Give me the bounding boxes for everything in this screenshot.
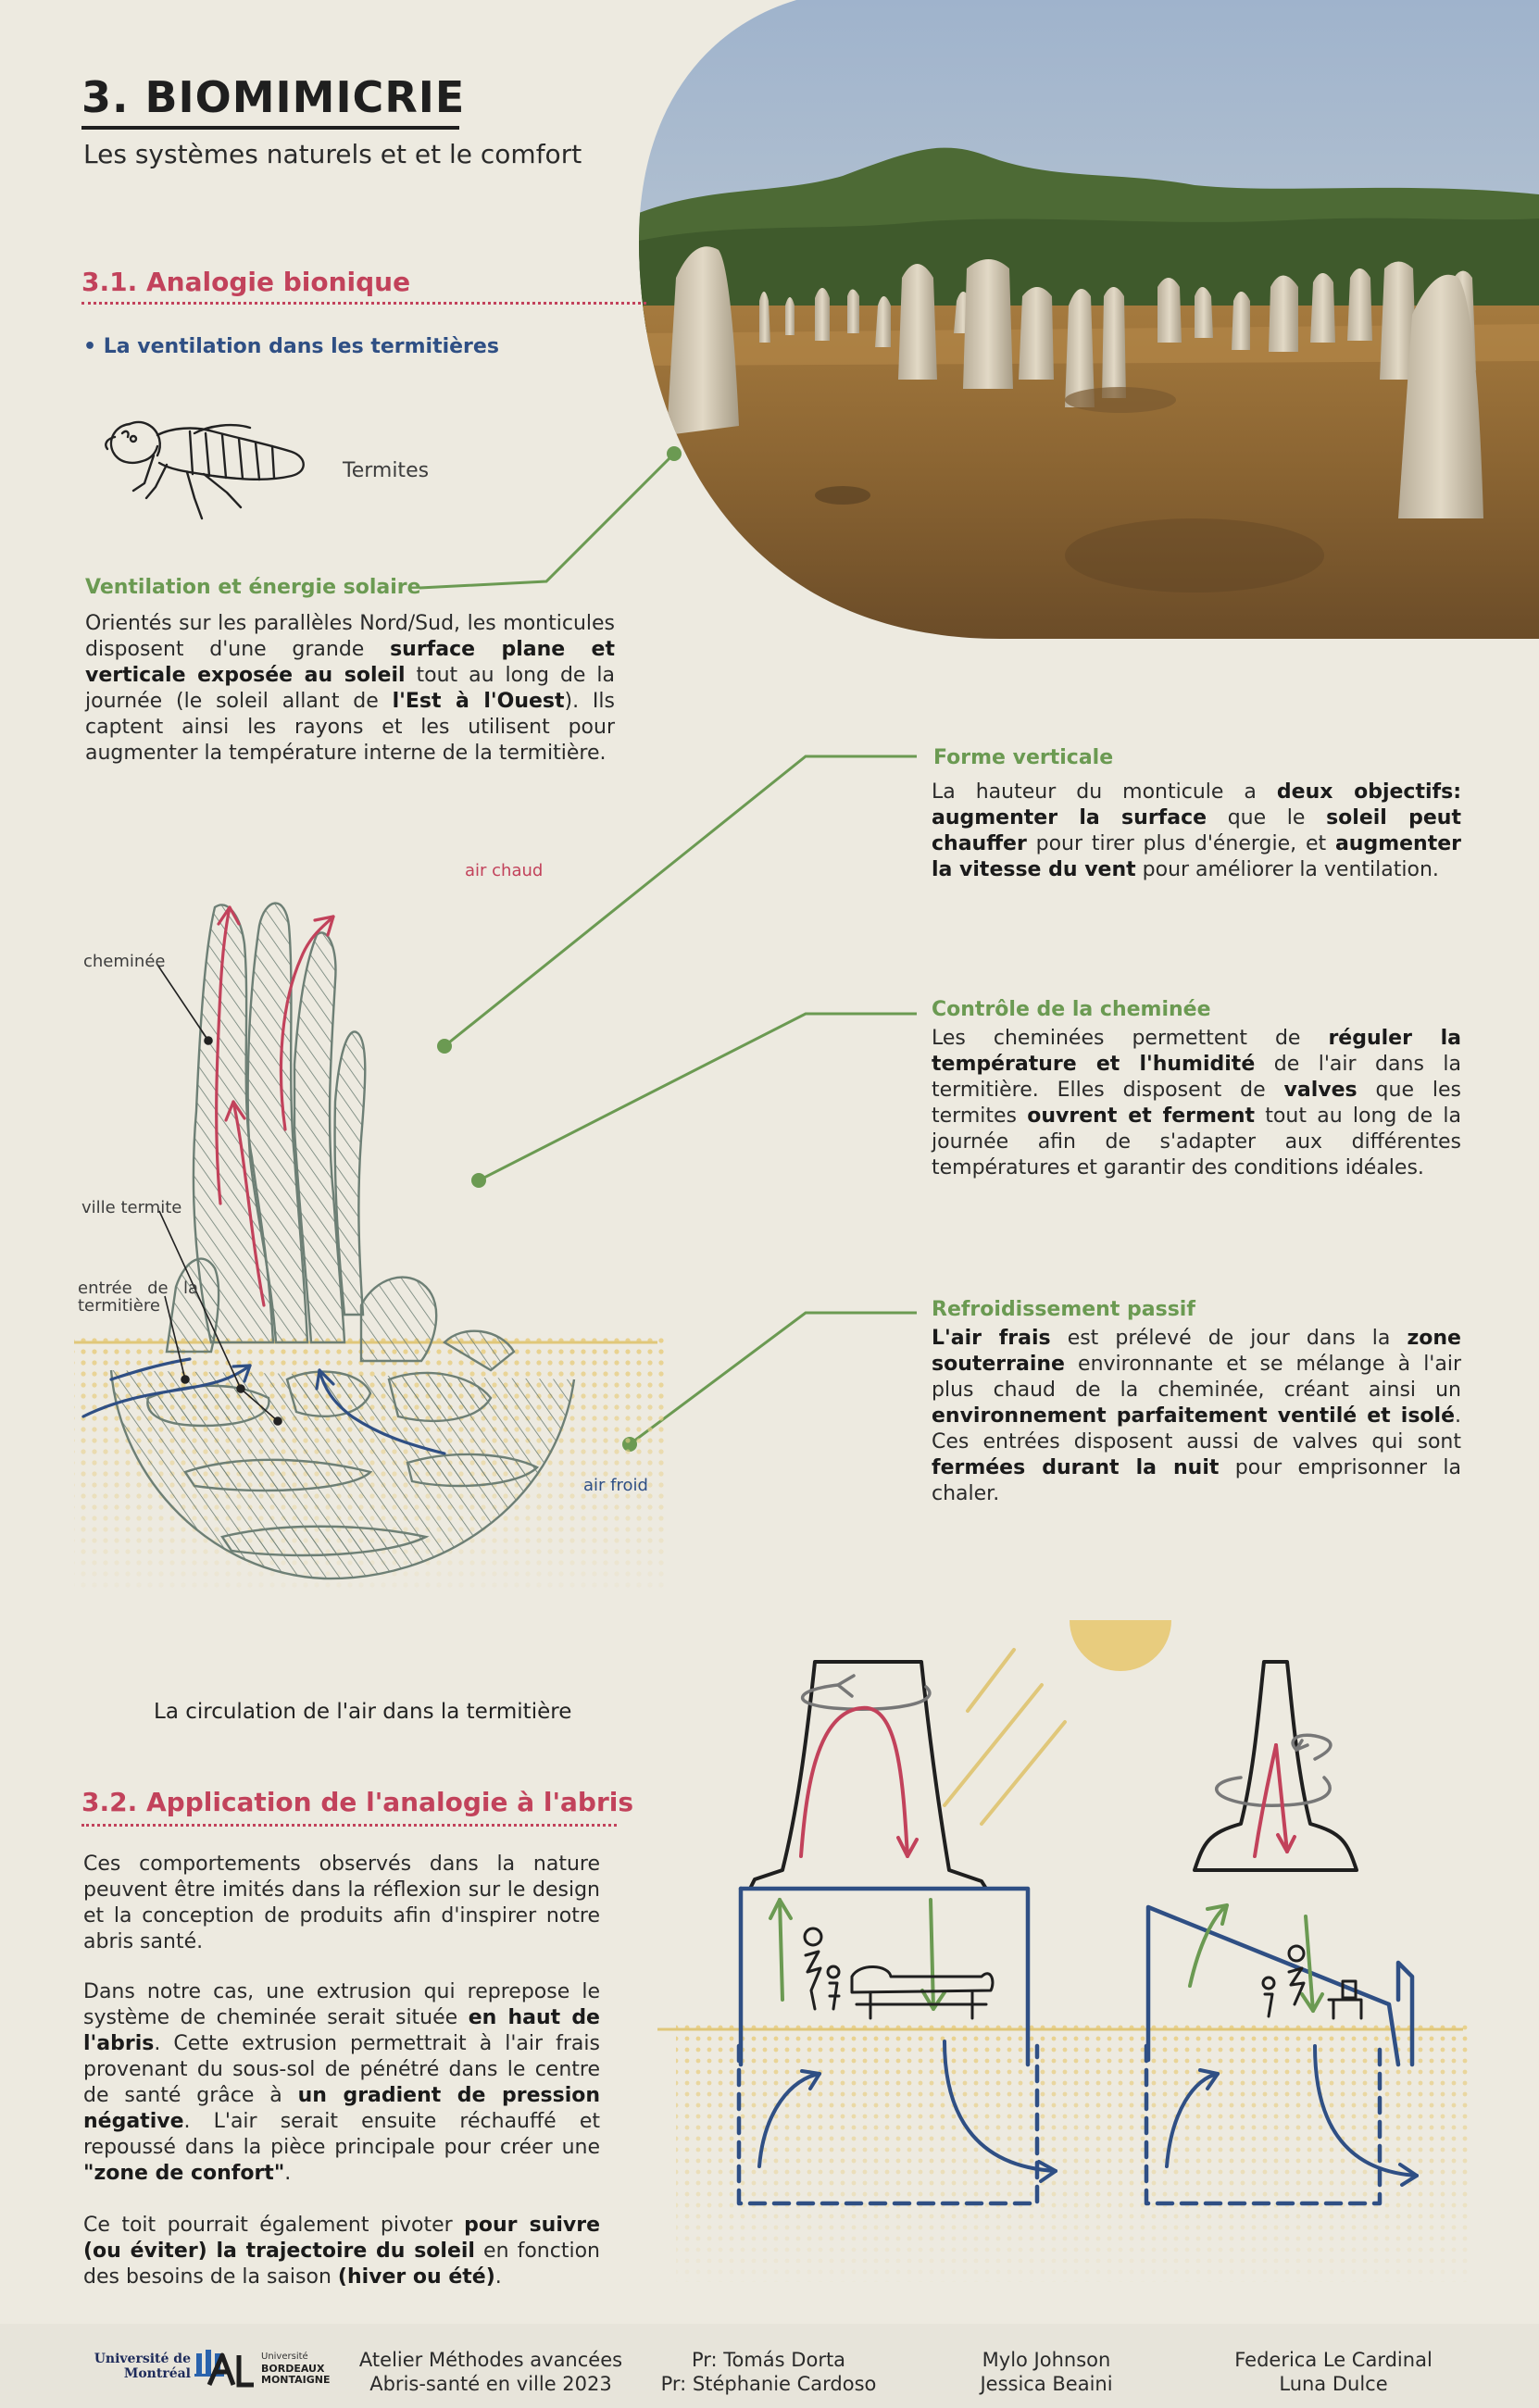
air-chaud-label: air chaud [465, 861, 544, 880]
section-divider-3-2 [81, 1824, 617, 1827]
refroidissement-paragraph: L'air frais est prélevé de jour dans la zone souterraine environnante et se mélange à l'air plus chaud de la cheminée, créant ainsi un environnement parfaitement ventilé et isolé. Ces entrées disposent aussi de valves qui sont fermées durant la nuit pour emprisonner la chaler. [932, 1327, 1462, 1505]
ventilation-paragraph: Orientés sur les parallèles Nord/Sud, les monticules disposent d'une grande surface plane et verticale exposée au soleil tout au long de la journée (le soleil allant de l'Est à l'Ouest). Ils captent ainsi les rayons et les utilisent pour augmenter la température interne de la termitière. [85, 612, 615, 765]
footer-student-4: Luna Dulce [1279, 2373, 1388, 2395]
air-froid-label: air froid [583, 1476, 648, 1495]
page-subtitle: Les systèmes naturels et et le comfort [83, 139, 582, 169]
footer-student-3: Federica Le Cardinal [1234, 2349, 1433, 2371]
footer-student-2: Jessica Beaini [980, 2373, 1113, 2395]
forme-heading: Forme verticale [933, 746, 1114, 769]
udem-logo [91, 2352, 193, 2381]
shelter-diagram [648, 1611, 1482, 2296]
forme-paragraph: La hauteur du monticule a deux objectifs: augmenter la surface que le soleil peut chauffer pour tirer plus d'énergie, et augmenter la vitesse du vent pour améliorer la ventilation. [932, 780, 1461, 881]
footer-atelier-line1: Atelier Méthodes avancées [358, 2349, 623, 2371]
diagram-caption: La circulation de l'air dans la termitière [154, 1700, 572, 1724]
footer-atelier-line2: Abris-santé en ville 2023 [369, 2373, 612, 2395]
sun-icon [1070, 1620, 1171, 1671]
cheminee-heading: Contrôle de la cheminée [932, 998, 1211, 1021]
footer-professors [648, 2348, 889, 2396]
termite-label: Termites [343, 459, 430, 482]
bordeaux-small-label: Université [261, 2352, 308, 2362]
bordeaux-big-label: BORDEAUX MONTAIGNE [261, 2363, 331, 2386]
refroidissement-heading: Refroidissement passif [932, 1298, 1195, 1321]
footer-students-b [1213, 2348, 1454, 2396]
entree-label: entrée de la termitière [78, 1279, 198, 1316]
ville-termite-label: ville termite [81, 1198, 182, 1217]
footer-prof-2: Pr: Stéphanie Cardoso [660, 2373, 877, 2395]
application-paragraph-3: Ce toit pourrait également pivoter pour suivre (ou éviter) la trajectoire du soleil en fonction des besoins de la saison (hiver ou été). [83, 2214, 600, 2289]
footer-atelier [352, 2348, 630, 2396]
section-heading-3-2: 3.2. Application de l'analogie à l'abris [81, 1787, 634, 1817]
application-paragraph-1: Ces comportements observés dans la nature peuvent être imités dans la réflexion sur le design et la conception de produits afin d'inspirer notre abris santé. [83, 1853, 600, 1953]
footer-prof-1: Pr: Tomás Dorta [691, 2349, 846, 2371]
cheminee-paragraph: Les cheminées permettent de réguler la température et l'humidité de l'air dans la termitière. Elles disposent de valves que les termites ouvrent et ferment tout au long de la journée afin de s'adapter aux différentes températures et garantir des conditions idéales. [932, 1027, 1462, 1179]
udem-logo-text: Université de Montréal [94, 2352, 191, 2381]
page-title: 3. BIOMIMICRIE [81, 72, 466, 122]
ventilation-heading: Ventilation et énergie solaire [85, 576, 421, 599]
footer-student-1: Mylo Johnson [982, 2349, 1111, 2371]
footer-students-a [945, 2348, 1148, 2396]
bordeaux-logo-mark [206, 2352, 257, 2389]
application-paragraph-2: Dans notre cas, une extrusion qui reprepose le système de cheminée serait située en haut de l'abris. Cette extrusion permettrait à l'air frais provenant du sous-sol de pénétré dans le centre de santé grâce à un gradient de pression négative. L'air serait ensuite réchauffé et repoussé dans la pièce principale pour créer une "zone de confort". [83, 1980, 601, 2185]
section-heading-3-1: 3.1. Analogie bionique [81, 267, 411, 297]
cheminee-label: cheminée [83, 952, 166, 971]
termite-mound-diagram [56, 824, 667, 1620]
subsection-bullet: • La ventilation dans les termitières [83, 335, 499, 358]
